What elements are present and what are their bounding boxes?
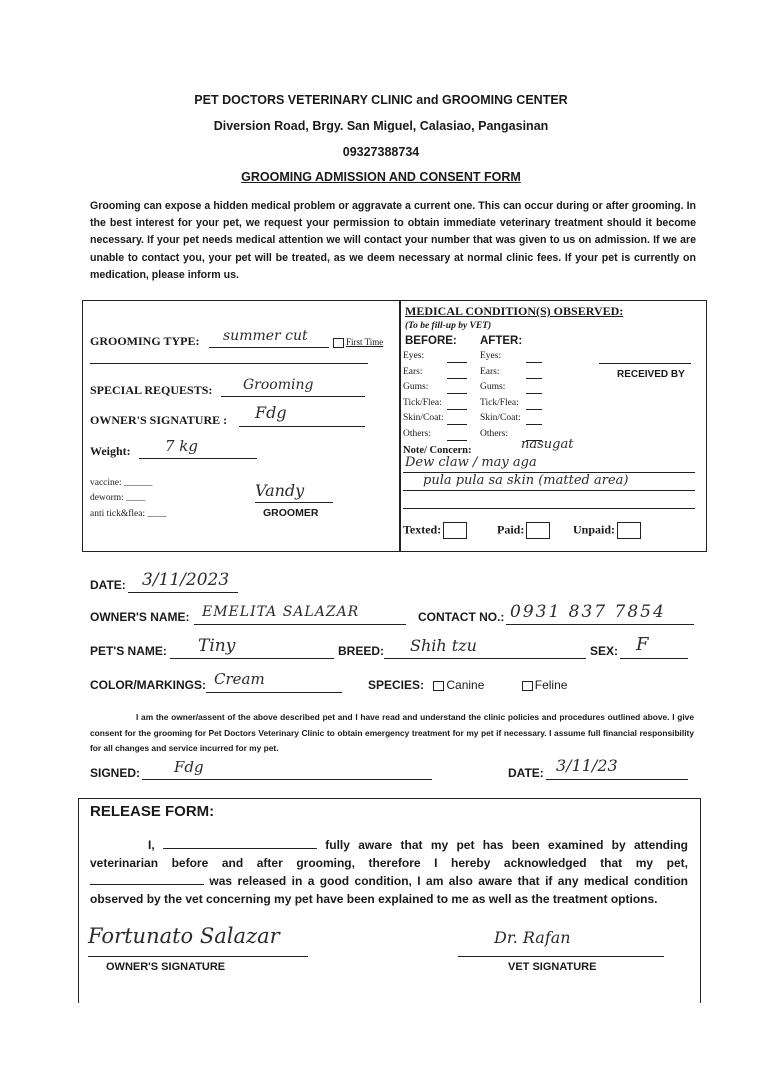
medical-condition-title: MEDICAL CONDITION(S) OBSERVED:: [405, 304, 624, 318]
feline-checkbox[interactable]: [522, 681, 533, 691]
release-owner-signature-value[interactable]: Fortunato Salazar: [88, 924, 280, 948]
species-label: SPECIES:: [368, 678, 425, 692]
note-line-1[interactable]: nasugat: [521, 437, 574, 452]
color-label: COLOR/MARKINGS:: [90, 678, 206, 692]
note-line-2[interactable]: Dew claw / may aga: [405, 455, 537, 470]
canine-checkbox[interactable]: [433, 681, 444, 691]
before-row-blank[interactable]: [447, 362, 467, 363]
clinic-address: Diversion Road, Brgy. San Miguel, Calasiao, Pangasinan: [213, 119, 549, 133]
after-row-blank[interactable]: [526, 393, 542, 394]
form-title: GROOMING ADMISSION AND CONSENT FORM: [241, 170, 521, 184]
texted-label: Texted:: [403, 522, 442, 537]
antitick-label: anti tick&flea: ____: [90, 509, 167, 519]
unpaid-checkbox[interactable]: [617, 522, 641, 539]
feline-label: Feline: [534, 678, 568, 692]
weight-line: [139, 458, 257, 459]
color-line: [206, 692, 342, 693]
note-concern-label: Note/ Concern:: [403, 445, 472, 456]
contact-label: CONTACT NO.:: [418, 610, 505, 624]
release-vet-signature-line: [458, 956, 664, 957]
signed-value[interactable]: Fdg: [174, 758, 204, 776]
special-requests-value[interactable]: Grooming: [243, 377, 314, 393]
before-row: Skin/Coat:: [403, 413, 444, 423]
signed-line: [142, 779, 432, 780]
owner-name-value[interactable]: EMELITA SALAZAR: [202, 604, 360, 620]
before-row-blank[interactable]: [447, 378, 467, 379]
date-value[interactable]: 3/11/2023: [142, 570, 230, 590]
before-row: Others:: [403, 428, 431, 439]
sex-line: [620, 658, 688, 659]
before-row-blank[interactable]: [447, 424, 467, 425]
before-row-blank[interactable]: [447, 393, 467, 394]
after-row: Others:: [480, 428, 508, 439]
after-row: Ears:: [480, 366, 500, 377]
paid-label: Paid:: [497, 522, 525, 537]
received-by-label: RECEIVED BY: [617, 369, 685, 380]
grooming-box: [82, 300, 707, 552]
sex-value[interactable]: F: [636, 634, 649, 655]
contact-line: [506, 624, 694, 625]
after-row-blank[interactable]: [526, 424, 542, 425]
before-row: Gums:: [403, 382, 429, 392]
consent-date-label: DATE:: [508, 766, 544, 780]
before-row: Ears:: [403, 366, 423, 377]
first-time-checkbox[interactable]: [333, 337, 383, 348]
note-line-rule-3: [403, 508, 695, 509]
deworm-label: deworm: ____: [90, 493, 146, 503]
first-time-label: First Time: [346, 337, 384, 347]
after-row-blank[interactable]: [526, 378, 542, 379]
consent-date-value[interactable]: 3/11/23: [556, 756, 618, 775]
release-text: [90, 836, 688, 908]
canine-label: Canine: [446, 678, 485, 692]
before-row: Tick/Flea:: [403, 397, 442, 408]
pet-name-label: PET'S NAME:: [90, 644, 167, 658]
release-owner-name-blank[interactable]: [163, 837, 317, 849]
release-pet-name-blank[interactable]: [90, 873, 204, 885]
grooming-type-line: [209, 347, 329, 348]
before-label: BEFORE:: [405, 335, 457, 347]
sex-label: SEX:: [590, 644, 619, 658]
grooming-type-line-2: [90, 363, 368, 364]
after-row: Eyes:: [480, 351, 502, 361]
groomer-label: GROOMER: [263, 507, 319, 519]
breed-value[interactable]: Shih tzu: [410, 636, 477, 655]
pet-name-line: [170, 658, 334, 659]
after-row: Skin/Coat:: [480, 413, 521, 423]
species-field: [368, 678, 567, 692]
after-row-blank[interactable]: [526, 409, 542, 410]
weight-label: Weight:: [90, 444, 131, 458]
owner-name-label: OWNER'S NAME:: [90, 610, 190, 624]
paid-field[interactable]: [497, 522, 550, 539]
after-label: AFTER:: [480, 335, 523, 347]
unpaid-field[interactable]: [573, 522, 641, 539]
breed-label: BREED:: [338, 644, 385, 658]
breed-line: [384, 658, 586, 659]
release-text-1: fully aware that my pet has been examined by attending veterinarian before and after grooming, therefore I hereby acknowledged that my pet,: [90, 838, 688, 870]
after-row: Tick/Flea:: [480, 397, 519, 408]
before-row: Eyes:: [403, 351, 425, 361]
release-vet-signature-value[interactable]: Dr. Rafan: [494, 928, 571, 947]
grooming-type-label: GROOMING TYPE:: [90, 334, 200, 348]
texted-checkbox[interactable]: [443, 522, 467, 539]
owners-signature-line: [239, 426, 365, 427]
consent-date-line: [546, 779, 688, 780]
grooming-type-value[interactable]: summer cut: [223, 328, 308, 344]
release-vet-signature-label: VET SIGNATURE: [508, 961, 597, 973]
first-time-box[interactable]: [333, 338, 344, 348]
owner-name-line: [194, 624, 406, 625]
release-text-2: was released in a good condition, I am also aware that if any medical condition observed by the vet concerning my pet have been explained to me as well as the treatment options.: [90, 874, 688, 906]
owners-signature-value[interactable]: Fdg: [255, 403, 287, 422]
consent-text: I am the owner/assent of the above described pet and I have read and understand the clinic policies and procedures outlined above. I give consent for the grooming for Pet Doctors Veterinary Clinic to obtain emergency treatment for my pet if necessary. I assume full financial responsibility for all changes and service incurred for my pet.: [90, 712, 694, 753]
owners-signature-label: OWNER'S SIGNATURE :: [90, 413, 228, 427]
release-owner-signature-line: [88, 956, 308, 957]
date-line: [128, 592, 238, 593]
before-row-blank[interactable]: [447, 409, 467, 410]
release-title: RELEASE FORM:: [90, 803, 215, 820]
signed-label: SIGNED:: [90, 766, 141, 780]
before-row-blank[interactable]: [447, 440, 467, 441]
release-owner-signature-label: OWNER'S SIGNATURE: [106, 961, 226, 973]
note-line-rule-2: [403, 490, 695, 491]
groomer-value[interactable]: Vandy: [255, 481, 305, 500]
date-label: DATE:: [90, 578, 126, 592]
received-by-line: [599, 363, 691, 364]
paid-checkbox[interactable]: [526, 522, 550, 539]
clinic-name: PET DOCTORS VETERINARY CLINIC and GROOMING CENTER: [194, 93, 568, 107]
after-row: Gums:: [480, 382, 506, 392]
intro-paragraph: Grooming can expose a hidden medical problem or aggravate a current one. This can occur during or after grooming. In the best interest for your pet, we request your permission to obtain immediate veterinary treatment should it become necessary. If your pet needs medical attention we will contact your number that was given to us on admission. If we are unable to contact you, your pet will be treated, as we deem necessary at normal clinic fees. If your pet is currently on medication, please inform us.: [90, 200, 696, 281]
weight-value[interactable]: 7 kg: [165, 437, 199, 455]
after-row-blank[interactable]: [526, 362, 542, 363]
medical-condition-subtitle: (To be fill-up by VET): [405, 321, 492, 331]
special-requests-line: [221, 396, 365, 397]
groomer-line: [255, 502, 333, 503]
texted-field[interactable]: [403, 522, 467, 539]
release-i-label: I,: [148, 838, 155, 852]
unpaid-label: Unpaid:: [573, 522, 616, 537]
pet-name-value[interactable]: Tiny: [198, 636, 236, 656]
special-requests-label: SPECIAL REQUESTS:: [90, 383, 213, 397]
clinic-phone: 09327388734: [342, 145, 420, 159]
color-value[interactable]: Cream: [214, 670, 265, 688]
vaccine-label: vaccine: ______: [90, 478, 153, 488]
contact-value[interactable]: 0931 837 7854: [510, 602, 666, 622]
note-line-3[interactable]: pula pula sa skin (matted area): [423, 473, 629, 488]
